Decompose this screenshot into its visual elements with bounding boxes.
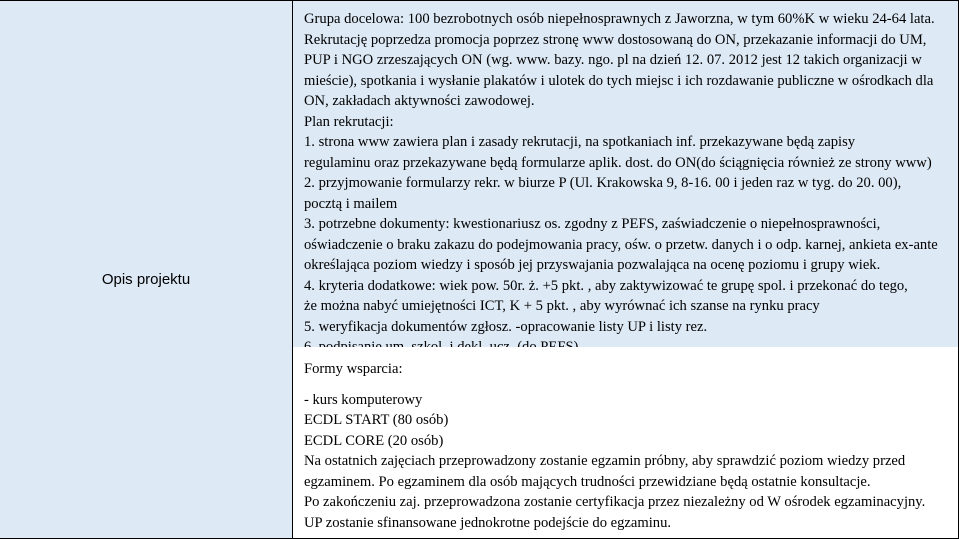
text-line: 3. potrzebne dokumenty: kwestionariusz os. zgodny z PEFS, zaświadczenie o niepełnosprawności,: [304, 216, 881, 232]
text-line: oświadczenie o braku zakazu do podejmowania pracy, ośw. o przetw. danych i o odp. karnej, ankieta ex-ante: [304, 236, 938, 253]
text-line: że można nabyć umiejętności ICT, K + 5 pkt. , aby wyrównać ich szanse na rynku pracy: [304, 298, 820, 314]
text-line: - kurs komputerowy: [304, 391, 423, 408]
text-line: określająca poziom wiedzy i sposób jej przyswajania pozwalająca na ocenę poziomu i grupy wiek.: [304, 257, 881, 273]
forms-heading-colon: :: [398, 361, 403, 377]
section-label: Opis projektu: [101, 271, 191, 288]
text-line: Na ostatnich zajęciach przeprowadzony zostanie egzamin próbny, aby sprawdzić poziom wiedzy przed: [304, 453, 906, 469]
text-line: Grupa docelowa: 100 bezrobotnych osób niepełnosprawnych z Jaworzna, w tym 60%K w wieku 24-64 lata.: [304, 11, 935, 27]
text-line: ECDL START (80 osób): [304, 412, 449, 428]
forms-heading: Formy wsparcia: [304, 361, 399, 377]
text-line: 5. weryfikacja dokumentów zgłosz. -opracowanie listy UP i listy rez.: [304, 318, 708, 335]
text-line: PUP i NGO zrzeszających ON (wg. www. bazy. ngo. pl na dzień 12. 07. 2012 jest 12 takich organizacji w: [304, 52, 922, 68]
label-cell: [0, 1, 293, 538]
text-line: regulaminu oraz przekazywane będą formularze aplik. dost. do ON(do ściągnięcia również ze strony www): [304, 154, 932, 171]
support-forms-block: [293, 347, 958, 538]
text-line: 1. strona www zawiera plan i zasady rekrutacji, na spotkaniach inf. przekazywane będą zapisy: [304, 134, 856, 150]
recruitment-block: [293, 1, 958, 347]
content-cell: [293, 1, 959, 538]
text-line: ON, zakładach aktywności zawodowej.: [304, 93, 535, 109]
text-line: ECDL CORE (20 osób): [304, 432, 444, 449]
forms-heading-line: [304, 359, 950, 380]
text-line: mieście), spotkania i wysłanie plakatów i ulotek do tych miejsc i ich rozdawanie publiczne w ośrodkach dla: [304, 72, 934, 89]
text-line: Po zakończeniu zaj. przeprowadzona zostanie certyfikacja przez niezależny od W ośrodek egzaminacyjny.: [304, 494, 926, 510]
text-line: egzaminem. Po egzaminem dla osób mających trudności przewidziane będą ostatnie konsultacje.: [304, 473, 871, 490]
text-line: UP zostanie sfinansowane jednokrotne podejście do egzaminu.: [304, 514, 672, 531]
text-line: pocztą i mailem: [304, 195, 398, 212]
text-line: 4. kryteria dodatkowe: wiek pow. 50r. ż. +5 pkt. , aby zaktywizować te grupę spol. i przekonać do tego,: [304, 277, 908, 294]
recruitment-plan-heading: Plan rekrutacji:: [304, 113, 394, 130]
text-line: Rekrutację poprzedza promocja poprzez stronę www dostosowaną do ON, przekazanie informacji do UM,: [304, 31, 927, 48]
text-line: 2. przyjmowanie formularzy rekr. w biurze P (Ul. Krakowska 9, 8-16. 00 i jeden raz w tyg. do 20. 00),: [304, 175, 902, 191]
